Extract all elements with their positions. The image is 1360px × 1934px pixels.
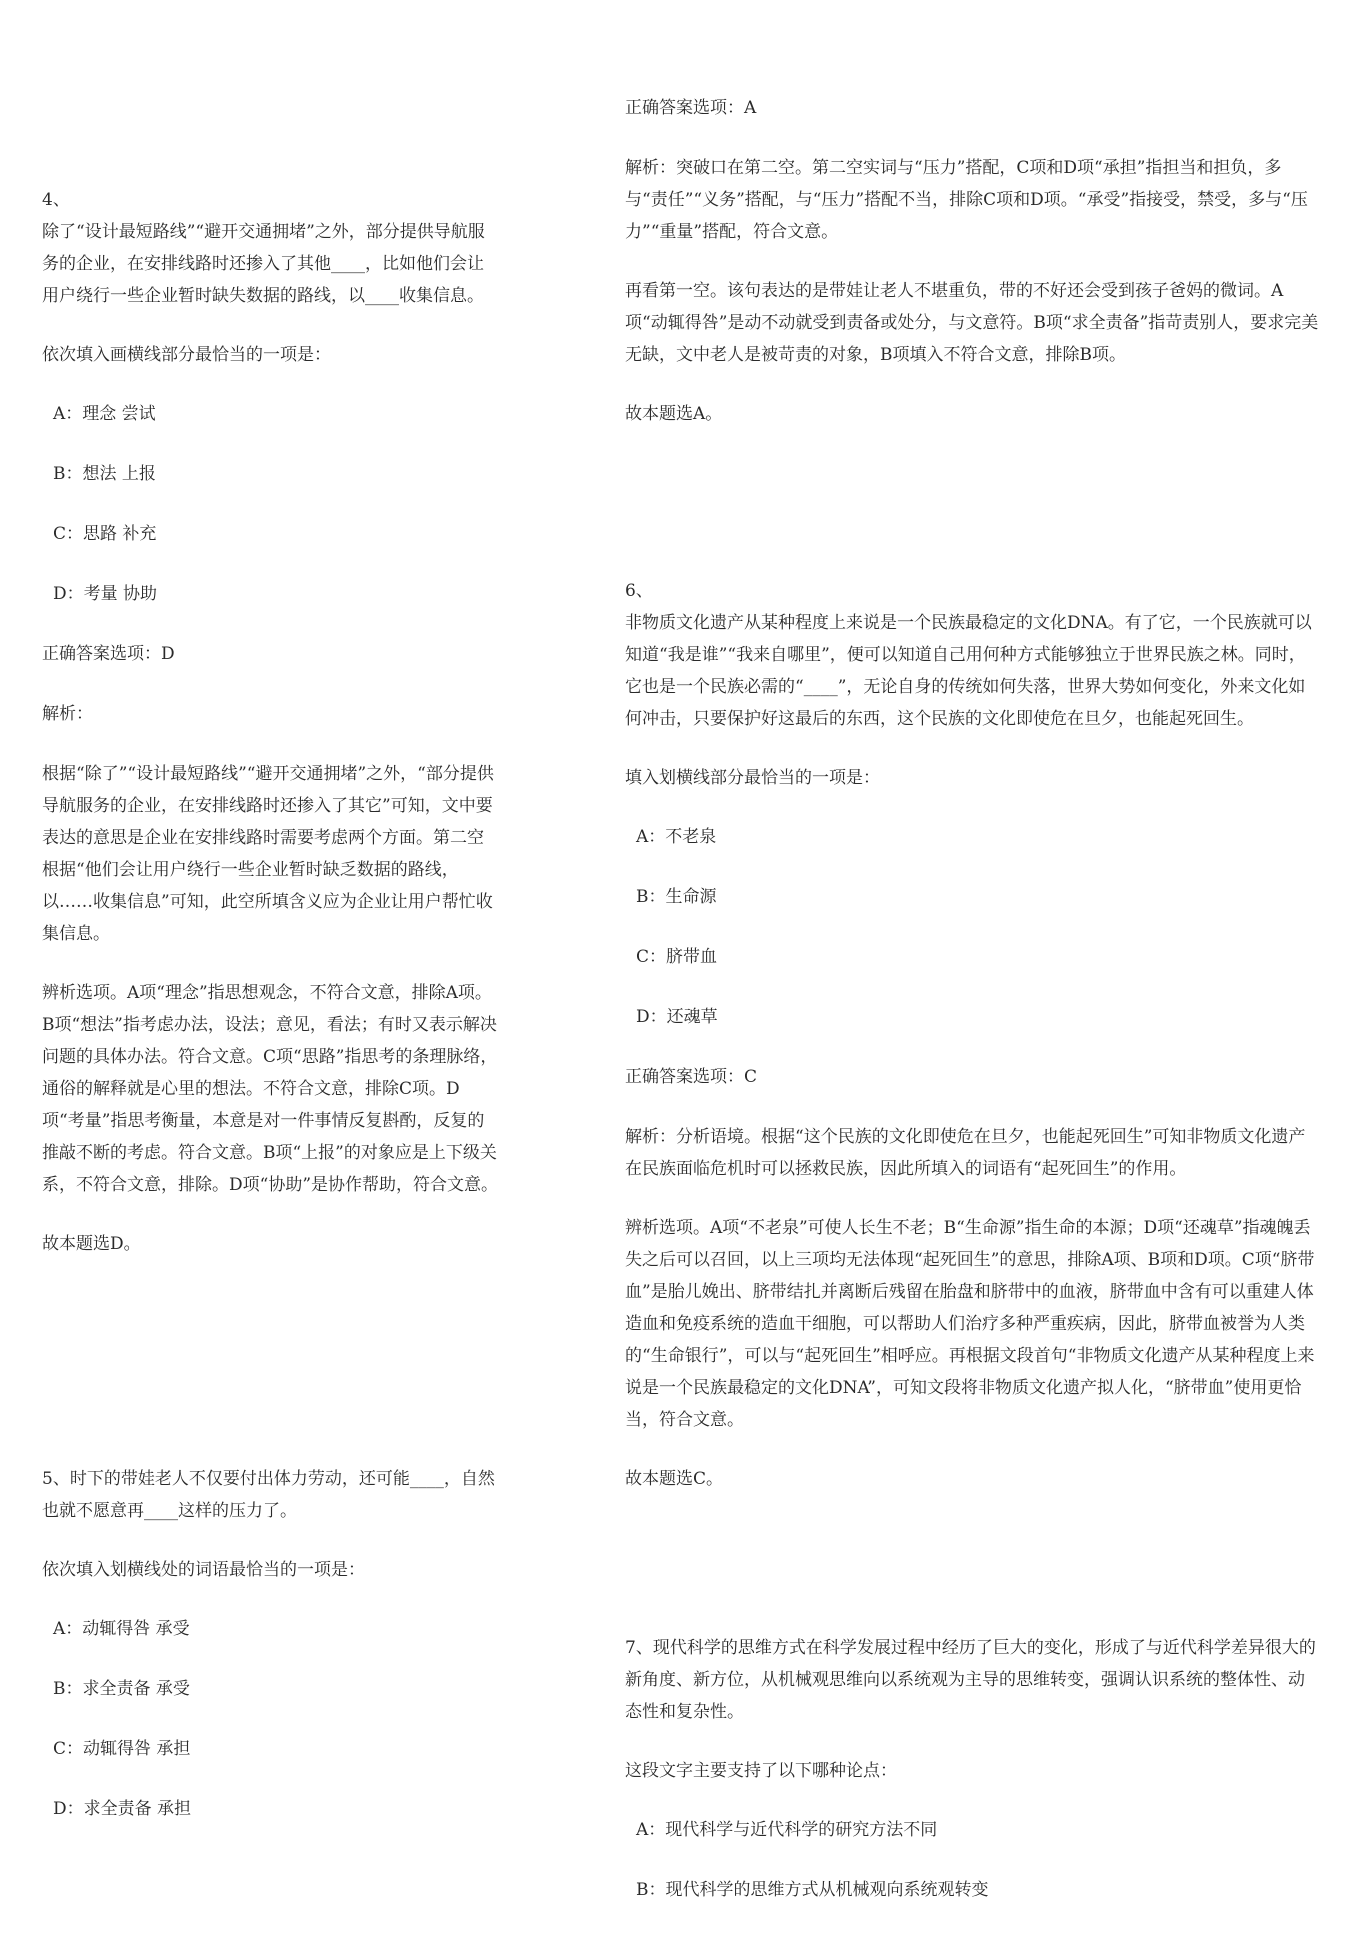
analysis-paragraph: 辨析选项。A项“不老泉”可使人长生不老；B“生命源”指生命的本源；D项“还魂草”指魂魄丢失之后可以召回，以上三项均无法体现“起死回生”的意思，排除A项、B项和D项。C项“脐带血”是胎儿娩出、脐带结扎并离断后残留在胎盘和脐带中的血液，脐带血中含有可以重建人体造血和免疫系统的造血干细胞，可以帮助人们治疗多种严重疾病，因此，脐带血被誉为人类的“生命银行”，可以与“起死回生”相呼应。再根据文段首句“非物质文化遗产从某种程度上来说是一个民族最稳定的文化DNA”，可知文段将非物质文化遗产拟人化，“脐带血”使用更恰当，符合文意。 (625, 1218, 1315, 1430)
option-d: D：求全责备 承担 (53, 1799, 192, 1819)
analysis-paragraph: 根据“除了”“设计最短路线”“避开交通拥堵”之外，“部分提供导航服务的企业，在安排线路时还掺入了其它”可知，文中要表达的意思是企业在安排线路时需要考虑两个方面。第二空根据“他们会让用户绕行一些企业暂时缺乏数据的路线，以……收集信息”可知，此空所填含义应为企业让用户帮忙收集信息。 (42, 764, 494, 944)
option-a: A：不老泉 (636, 827, 717, 847)
correct-answer: 正确答案选项：D (42, 644, 175, 664)
question-6 (625, 575, 1320, 1495)
spacer (625, 457, 1320, 575)
question-number: 6、 (625, 581, 653, 601)
option-b: B：生命源 (636, 887, 717, 907)
question-stem: 5、时下的带娃老人不仅要付出体力劳动，还可能____，自然也就不愿意再____这样的压力了。 (42, 1469, 495, 1521)
question-5 (42, 1463, 500, 1825)
spacer (42, 1287, 500, 1463)
option-b: B：现代科学的思维方式从机械观向系统观转变 (636, 1880, 989, 1900)
question-5-answer (625, 92, 1320, 430)
question-prompt: 填入划横线部分最恰当的一项是： (625, 768, 880, 788)
option-b: B：想法 上报 (53, 464, 156, 484)
correct-answer: 正确答案选项：A (625, 98, 757, 118)
conclusion: 故本题选C。 (625, 1469, 724, 1489)
question-stem: 非物质文化遗产从某种程度上来说是一个民族最稳定的文化DNA。有了它，一个民族就可以知道“我是谁”“我来自哪里”，便可以知道自己用何种方式能够独立于世界民族之林。同时，它也是一个民族必需的“____”，无论自身的传统如何失落，世界大势如何变化，外来文化如何冲击，只要保护好这最后的东西，这个民族的文化即使危在旦夕，也能起死回生。 (625, 613, 1312, 729)
question-prompt: 依次填入画横线部分最恰当的一项是： (42, 345, 331, 365)
spacer (625, 1522, 1320, 1632)
left-column (42, 184, 500, 1853)
option-b: B：求全责备 承受 (53, 1679, 190, 1699)
question-4 (42, 184, 500, 1260)
question-prompt: 这段文字主要支持了以下哪种论点： (625, 1761, 897, 1781)
option-a: A：理念 尝试 (53, 404, 156, 424)
question-number: 4、 (42, 190, 70, 210)
option-a: A：动辄得咎 承受 (53, 1619, 190, 1639)
question-prompt: 依次填入划横线处的词语最恰当的一项是： (42, 1560, 365, 1580)
analysis-label: 解析： (42, 704, 93, 724)
conclusion: 故本题选A。 (625, 404, 723, 424)
option-d: D：还魂草 (636, 1007, 718, 1027)
question-7 (625, 1632, 1320, 1906)
correct-answer: 正确答案选项：C (625, 1067, 758, 1087)
analysis-paragraph: 辨析选项。A项“理念”指思想观念，不符合文意，排除A项。B项“想法”指考虑办法，设法；意见，看法；有时又表示解决问题的具体办法。符合文意。C项“思路”指思考的条理脉络，通俗的解释就是心里的想法。不符合文意，排除C项。D项“考量”指思考衡量，本意是对一件事情反复斟酌，反复的推敲不断的考虑。符合文意。B项“上报”的对象应是上下级关系，不符合文意，排除。D项“协助”是协作帮助，符合文意。 (42, 983, 499, 1195)
right-column (625, 92, 1320, 1934)
option-a: A：现代科学与近代科学的研究方法不同 (636, 1820, 938, 1840)
conclusion: 故本题选D。 (42, 1234, 141, 1254)
analysis-paragraph: 再看第一空。该句表达的是带娃让老人不堪重负，带的不好还会受到孩子爸妈的微词。A项“动辄得咎”是动不动就受到责备或处分，与文意符。B项“求全责备”指苛责别人，要求完美无缺，文中老人是被苛责的对象，B项填入不符合文意，排除B项。 (625, 281, 1319, 365)
question-stem: 除了“设计最短路线”“避开交通拥堵”之外，部分提供导航服务的企业，在安排线路时还掺入了其他____，比如他们会让用户绕行一些企业暂时缺失数据的路线，以____收集信息。 (42, 222, 485, 306)
option-c: C：脐带血 (636, 947, 718, 967)
question-stem: 7、现代科学的思维方式在科学发展过程中经历了巨大的变化，形成了与近代科学差异很大的新角度、新方位，从机械观思维向以系统观为主导的思维转变，强调认识系统的整体性、动态性和复杂性。 (625, 1638, 1316, 1722)
analysis-paragraph: 解析：分析语境。根据“这个民族的文化即使危在旦夕，也能起死回生”可知非物质文化遗产在民族面临危机时可以拯救民族，因此所填入的词语有“起死回生”的作用。 (625, 1127, 1306, 1179)
analysis-paragraph: 解析：突破口在第二空。第二空实词与“压力”搭配，C项和D项“承担”指担当和担负，多与“责任”“义务”搭配，与“压力”搭配不当，排除C项和D项。“承受”指接受，禁受，多与“压力”“重量”搭配，符合文意。 (625, 158, 1308, 242)
option-c: C：思路 补充 (53, 524, 157, 544)
option-c: C：动辄得咎 承担 (53, 1739, 191, 1759)
option-d: D：考量 协助 (53, 584, 158, 604)
